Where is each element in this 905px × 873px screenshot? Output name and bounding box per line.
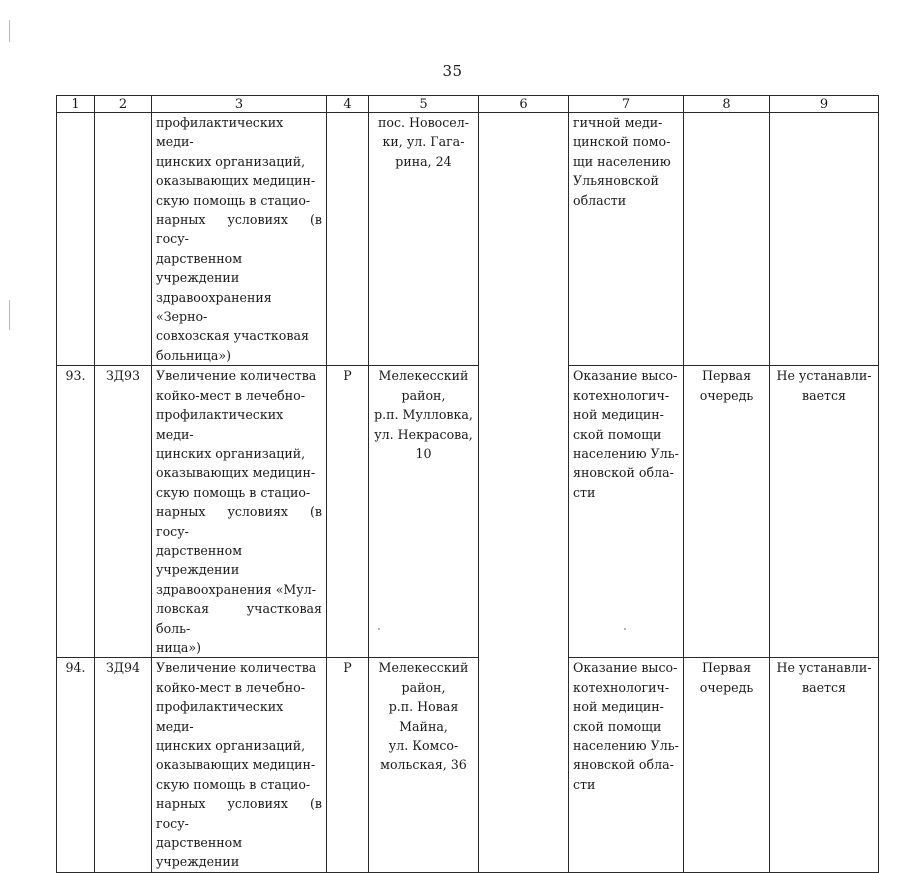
text-line: Не устанавли- xyxy=(776,660,872,676)
text-line: ной медицин- xyxy=(573,407,664,423)
cell-num: 93. xyxy=(57,366,95,658)
text-line: оказывающих медицин- xyxy=(156,757,316,773)
cell-code: ЗД94 xyxy=(95,658,152,872)
text-line: очередь xyxy=(699,387,754,403)
col-header-5: 5 xyxy=(369,96,479,113)
table-row-continuation xyxy=(57,113,879,366)
cell-purpose xyxy=(569,113,684,366)
cell-purpose xyxy=(569,658,684,872)
text-line: яновской обла- xyxy=(573,757,674,773)
cell-type: Р xyxy=(327,658,369,872)
text-line: рина, 24 xyxy=(395,153,452,169)
cell-type: Р xyxy=(327,366,369,658)
col-header-1: 1 xyxy=(57,96,95,113)
text-line: цинских организаций, xyxy=(156,153,306,169)
col-header-2: 2 xyxy=(95,96,152,113)
text-line: сти xyxy=(573,776,596,792)
text-line: р.п. Новая xyxy=(388,699,459,715)
text-line: скую помощь в стацио- xyxy=(156,776,311,792)
text-line: гичной меди- xyxy=(573,115,663,130)
text-line: очередь xyxy=(699,679,754,695)
text-line: сти xyxy=(573,484,596,500)
text-line: здравоохранения «Зерно- xyxy=(156,289,272,325)
text-line: скую помощь в стацио- xyxy=(156,484,311,500)
text-line: яновской обла- xyxy=(573,465,674,481)
text-line: нарных условиях (в госу- xyxy=(156,796,322,831)
text-line: вается xyxy=(801,387,847,403)
text-line: скую помощь в стацио- xyxy=(156,192,311,208)
text-line: нарных условиях (в госу- xyxy=(156,212,322,247)
text-line: населению Уль- xyxy=(573,445,679,461)
text-line: области xyxy=(573,192,627,208)
text-line: Ульяновской xyxy=(573,173,659,189)
text-line: ул. Комсо- xyxy=(388,738,459,753)
text-line: вается xyxy=(801,679,847,695)
cell-num xyxy=(57,113,95,366)
col-header-4: 4 xyxy=(327,96,369,113)
text-line: населению Уль- xyxy=(573,738,679,753)
text-line: ной медицин- xyxy=(573,699,664,715)
table-row xyxy=(57,366,879,658)
cell-location xyxy=(369,366,479,658)
cell-code xyxy=(95,113,152,366)
text-line: койко-мест в лечебно- xyxy=(156,387,305,403)
cell-priority xyxy=(684,113,770,366)
text-line: район, xyxy=(401,679,446,695)
text-line: профилактических меди- xyxy=(156,115,284,150)
text-line: котехнологич- xyxy=(573,387,670,403)
cell-zone xyxy=(770,658,879,872)
col-header-9: 9 xyxy=(770,96,879,113)
cell-col6 xyxy=(479,366,569,658)
header-row xyxy=(57,96,879,113)
text-line: совхозская участковая xyxy=(156,328,309,344)
text-line: здравоохранения «Мул- xyxy=(156,581,316,597)
cell-zone xyxy=(770,113,879,366)
cell-zone xyxy=(770,366,879,658)
text-line: ской помощи xyxy=(573,718,662,734)
cell-col6 xyxy=(479,113,569,366)
cell-description xyxy=(152,658,327,872)
text-line: оказывающих медицин- xyxy=(156,173,316,189)
cell-purpose xyxy=(569,366,684,658)
text-line: ской помощи xyxy=(573,426,662,442)
text-line: ловская участковая боль- xyxy=(156,601,322,636)
text-line: ул. Некрасова, 10 xyxy=(374,426,473,461)
text-line: профилактических меди- xyxy=(156,407,284,442)
text-line: дарственном учреждении xyxy=(156,542,243,578)
text-line: Не устанавли- xyxy=(776,368,872,384)
text-line: профилактических меди- xyxy=(156,699,284,734)
cell-location xyxy=(369,113,479,366)
text-line: район, xyxy=(401,387,446,403)
text-line: ки, ул. Гага- xyxy=(382,134,465,150)
table-row xyxy=(57,658,879,872)
text-line: дарственном учреждении xyxy=(156,835,243,870)
text-line: койко-мест в лечебно- xyxy=(156,679,305,695)
text-line: больница») xyxy=(156,347,232,363)
text-line: Мелекесский xyxy=(378,660,469,676)
text-line: Майна, xyxy=(399,718,448,734)
text-line: Мелекесский xyxy=(378,368,469,384)
scan-edge-mark xyxy=(9,300,10,330)
text-line: цинских организаций, xyxy=(156,445,306,461)
text-line: дарственном учреждении xyxy=(156,250,243,286)
text-line: нарных условиях (в госу- xyxy=(156,504,322,539)
cell-priority xyxy=(684,366,770,658)
cell-priority xyxy=(684,658,770,872)
text-line: Первая xyxy=(701,660,752,676)
col-header-8: 8 xyxy=(684,96,770,113)
cell-col6 xyxy=(479,658,569,872)
register-table xyxy=(56,95,879,873)
text-line: р.п. Мулловка, xyxy=(374,407,473,423)
cell-description xyxy=(152,113,327,366)
text-line: Оказание высо- xyxy=(573,660,678,676)
scan-edge-mark xyxy=(9,20,10,42)
col-header-3: 3 xyxy=(152,96,327,113)
text-line: Оказание высо- xyxy=(573,368,678,384)
text-line: пос. Новосел- xyxy=(377,115,470,130)
text-line: ница») xyxy=(156,639,202,655)
text-line: щи населению xyxy=(573,153,671,169)
page-number: 35 xyxy=(442,62,463,80)
text-line: котехнологич- xyxy=(573,679,670,695)
cell-code: ЗД93 xyxy=(95,366,152,658)
cell-type xyxy=(327,113,369,366)
text-line: мольская, 36 xyxy=(380,757,467,773)
text-line: Первая xyxy=(701,368,752,384)
cell-description xyxy=(152,366,327,658)
col-header-6: 6 xyxy=(479,96,569,113)
text-line: Увеличение количества xyxy=(156,368,317,384)
text-line: Увеличение количества xyxy=(156,660,317,676)
text-line: цинской помо- xyxy=(573,134,671,150)
text-line: оказывающих медицин- xyxy=(156,465,316,481)
cell-location xyxy=(369,658,479,872)
cell-num: 94. xyxy=(57,658,95,872)
col-header-7: 7 xyxy=(569,96,684,113)
text-line: цинских организаций, xyxy=(156,738,306,753)
